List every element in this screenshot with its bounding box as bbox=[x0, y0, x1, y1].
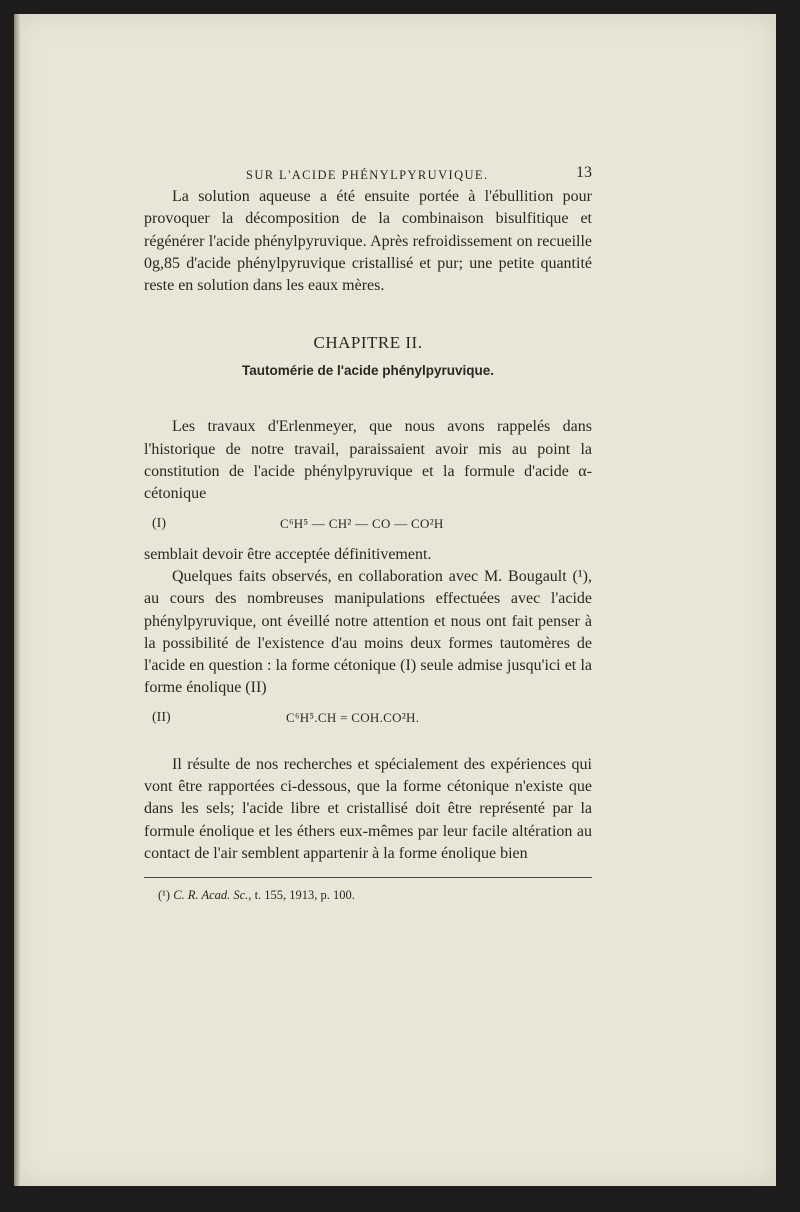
formula-2 bbox=[144, 708, 592, 730]
footnote-rule bbox=[144, 877, 592, 878]
page-spine-shadow bbox=[14, 14, 20, 1186]
formula-1-number: (I) bbox=[152, 515, 166, 531]
chapter-heading: CHAPITRE II. bbox=[313, 333, 423, 353]
formula-2-expression: C⁶H⁵.CH = COH.CO²H. bbox=[286, 709, 420, 725]
spacer bbox=[144, 738, 592, 754]
footnote-reference: t. 155, 1913, p. 100. bbox=[254, 888, 355, 903]
formula-1-expression: C⁶H⁵ — CH² — CO — CO²H bbox=[280, 515, 444, 531]
footnote-journal: C. R. Acad. Sc., bbox=[173, 888, 252, 903]
paragraph-4: Quelques faits observés, en collaboration avec M. Bougault (¹), au cours des nombreuses manipulations effectuées avec l'acide phénylpyruvique, ont éveillé notre attention et nous ont fait penser à la possibilité de l'existence d'au moins deux formes tautomères de l'acide en question : la forme cétonique (I) seule admise jusqu'ici et la forme énolique (II) bbox=[144, 567, 592, 697]
running-title: SUR L'ACIDE PHÉNYLPYRUVIQUE. bbox=[246, 168, 489, 182]
footnote-marker: (¹) bbox=[158, 888, 171, 903]
running-head bbox=[144, 164, 592, 186]
formula-2-number: (II) bbox=[152, 709, 171, 725]
section-title: Tautomérie de l'acide phénylpyruvique. bbox=[241, 363, 495, 379]
text-column bbox=[144, 164, 592, 903]
formula-1 bbox=[144, 514, 592, 536]
paragraph-3: semblait devoir être acceptée définitivement. bbox=[144, 545, 432, 563]
paragraph-2: Les travaux d'Erlenmeyer, que nous avons rappelés dans l'historique de notre travail, paraissaient avoir mis au point la constitution de l'acide phénylpyruvique et la formule d'acide α-cétonique bbox=[144, 418, 592, 503]
paragraph-5: Il résulte de nos recherches et spécialement des expériences qui vont être rapportées ci-dessous, que la forme cétonique n'existe que dans les sels; l'acide libre et cristallisé doit être représenté par la formule énolique et les éthers eux-mêmes par leur facile altération au contact de l'air semblent appartenir à la forme énolique bien bbox=[144, 755, 592, 862]
page-number: 13 bbox=[576, 164, 592, 181]
paragraph-1: La solution aqueuse a été ensuite portée à l'ébullition pour provoquer la décomposition de la combinaison bisulfitique et régénérer l'acide phénylpyruvique. Après refroidissement on recueille 0g,85 d'acide phénylpyruvique cristallisé et pur; une petite quantité reste en solution dans les eaux mères. bbox=[144, 188, 592, 295]
book-page bbox=[14, 14, 776, 1186]
footnote bbox=[158, 888, 592, 903]
